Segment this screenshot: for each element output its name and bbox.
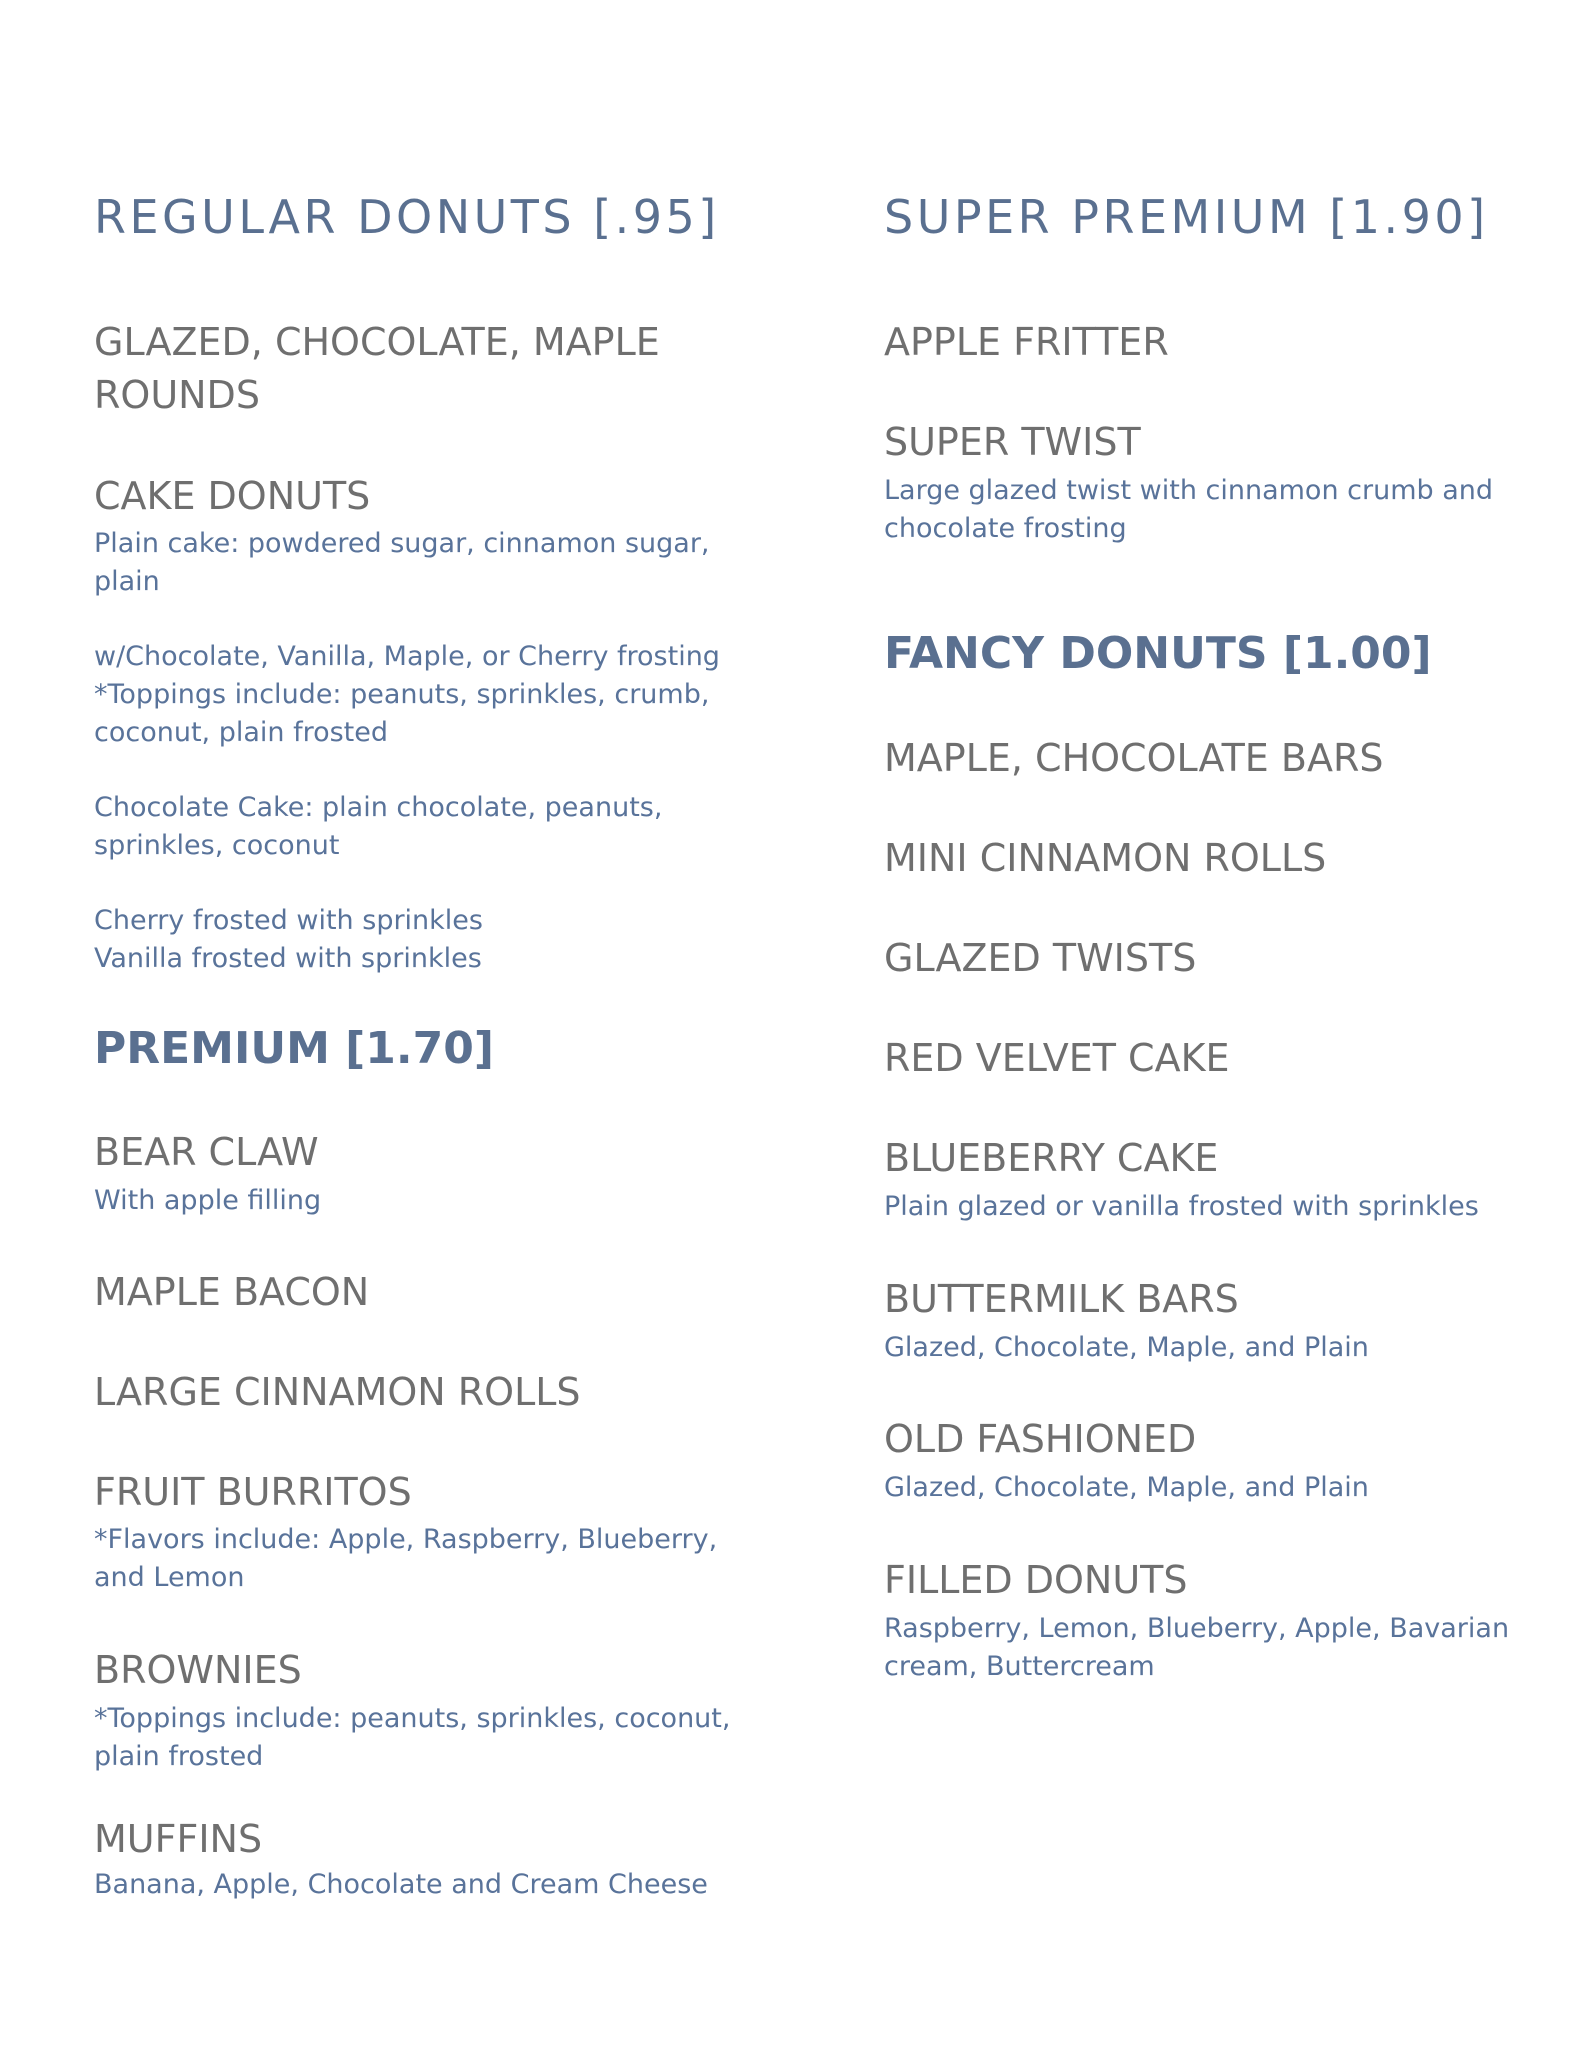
glazed-rounds-title-line1: GLAZED, CHOCOLATE, MAPLE	[94, 320, 660, 364]
filled-donuts-desc-line2: cream, Buttercream	[884, 1651, 1155, 1682]
cherry-frosted-line: Cherry frosted with sprinkles	[94, 905, 483, 936]
frosting-line3: coconut, plain frosted	[94, 717, 389, 748]
muffins-title: MUFFINS	[94, 1817, 263, 1861]
frosting-line2: *Toppings include: peanuts, sprinkles, crumb,	[94, 679, 710, 710]
brownies-title: BROWNIES	[94, 1648, 302, 1692]
chocolate-cake-line1: Chocolate Cake: plain chocolate, peanuts,	[94, 792, 663, 823]
regular-donuts-heading: REGULAR DONUTS [.95]	[94, 190, 720, 244]
muffins-desc: Banana, Apple, Chocolate and Cream Cheese	[94, 1869, 708, 1900]
frosting-line1: w/Chocolate, Vanilla, Maple, or Cherry frosting	[94, 641, 720, 672]
fruit-burritos-title: FRUIT BURRITOS	[94, 1470, 412, 1514]
buttermilk-bars-desc: Glazed, Chocolate, Maple, and Plain	[884, 1332, 1369, 1363]
apple-fritter-title: APPLE FRITTER	[884, 320, 1169, 364]
filled-donuts-title: FILLED DONUTS	[884, 1558, 1188, 1602]
old-fashioned-desc: Glazed, Chocolate, Maple, and Plain	[884, 1472, 1369, 1503]
cake-donuts-desc-line2: plain	[94, 566, 160, 597]
super-twist-title: SUPER TWIST	[884, 420, 1141, 464]
mini-cinnamon-rolls-title: MINI CINNAMON ROLLS	[884, 836, 1327, 880]
cake-donuts-desc-line1: Plain cake: powdered sugar, cinnamon sugar,	[94, 528, 710, 559]
blueberry-cake-desc: Plain glazed or vanilla frosted with sprinkles	[884, 1191, 1479, 1222]
brownies-desc-line2: plain frosted	[94, 1741, 264, 1772]
fruit-burritos-desc-line2: and Lemon	[94, 1562, 245, 1593]
large-cinnamon-rolls-title: LARGE CINNAMON ROLLS	[94, 1370, 581, 1414]
fruit-burritos-desc-line1: *Flavors include: Apple, Raspberry, Blueberry,	[94, 1524, 718, 1555]
old-fashioned-title: OLD FASHIONED	[884, 1417, 1197, 1461]
filled-donuts-desc-line1: Raspberry, Lemon, Blueberry, Apple, Bavarian	[884, 1613, 1510, 1644]
super-twist-desc-line1: Large glazed twist with cinnamon crumb and	[884, 475, 1494, 506]
super-premium-heading: SUPER PREMIUM [1.90]	[884, 190, 1489, 244]
premium-heading: PREMIUM [1.70]	[94, 1023, 494, 1074]
buttermilk-bars-title: BUTTERMILK BARS	[884, 1277, 1239, 1321]
blueberry-cake-title: BLUEBERRY CAKE	[884, 1136, 1219, 1180]
bear-claw-desc: With apple filling	[94, 1185, 322, 1216]
maple-chocolate-bars-title: MAPLE, CHOCOLATE BARS	[884, 736, 1384, 780]
cake-donuts-title: CAKE DONUTS	[94, 474, 371, 518]
vanilla-frosted-line: Vanilla frosted with sprinkles	[94, 943, 482, 974]
bear-claw-title: BEAR CLAW	[94, 1130, 319, 1174]
super-twist-desc-line2: chocolate frosting	[884, 513, 1127, 544]
maple-bacon-title: MAPLE BACON	[94, 1270, 370, 1314]
brownies-desc-line1: *Toppings include: peanuts, sprinkles, coconut,	[94, 1703, 731, 1734]
red-velvet-cake-title: RED VELVET CAKE	[884, 1036, 1230, 1080]
glazed-rounds-title-line2: ROUNDS	[94, 373, 260, 417]
chocolate-cake-line2: sprinkles, coconut	[94, 830, 340, 861]
fancy-donuts-heading: FANCY DONUTS [1.00]	[884, 628, 1432, 679]
glazed-twists-title: GLAZED TWISTS	[884, 936, 1197, 980]
